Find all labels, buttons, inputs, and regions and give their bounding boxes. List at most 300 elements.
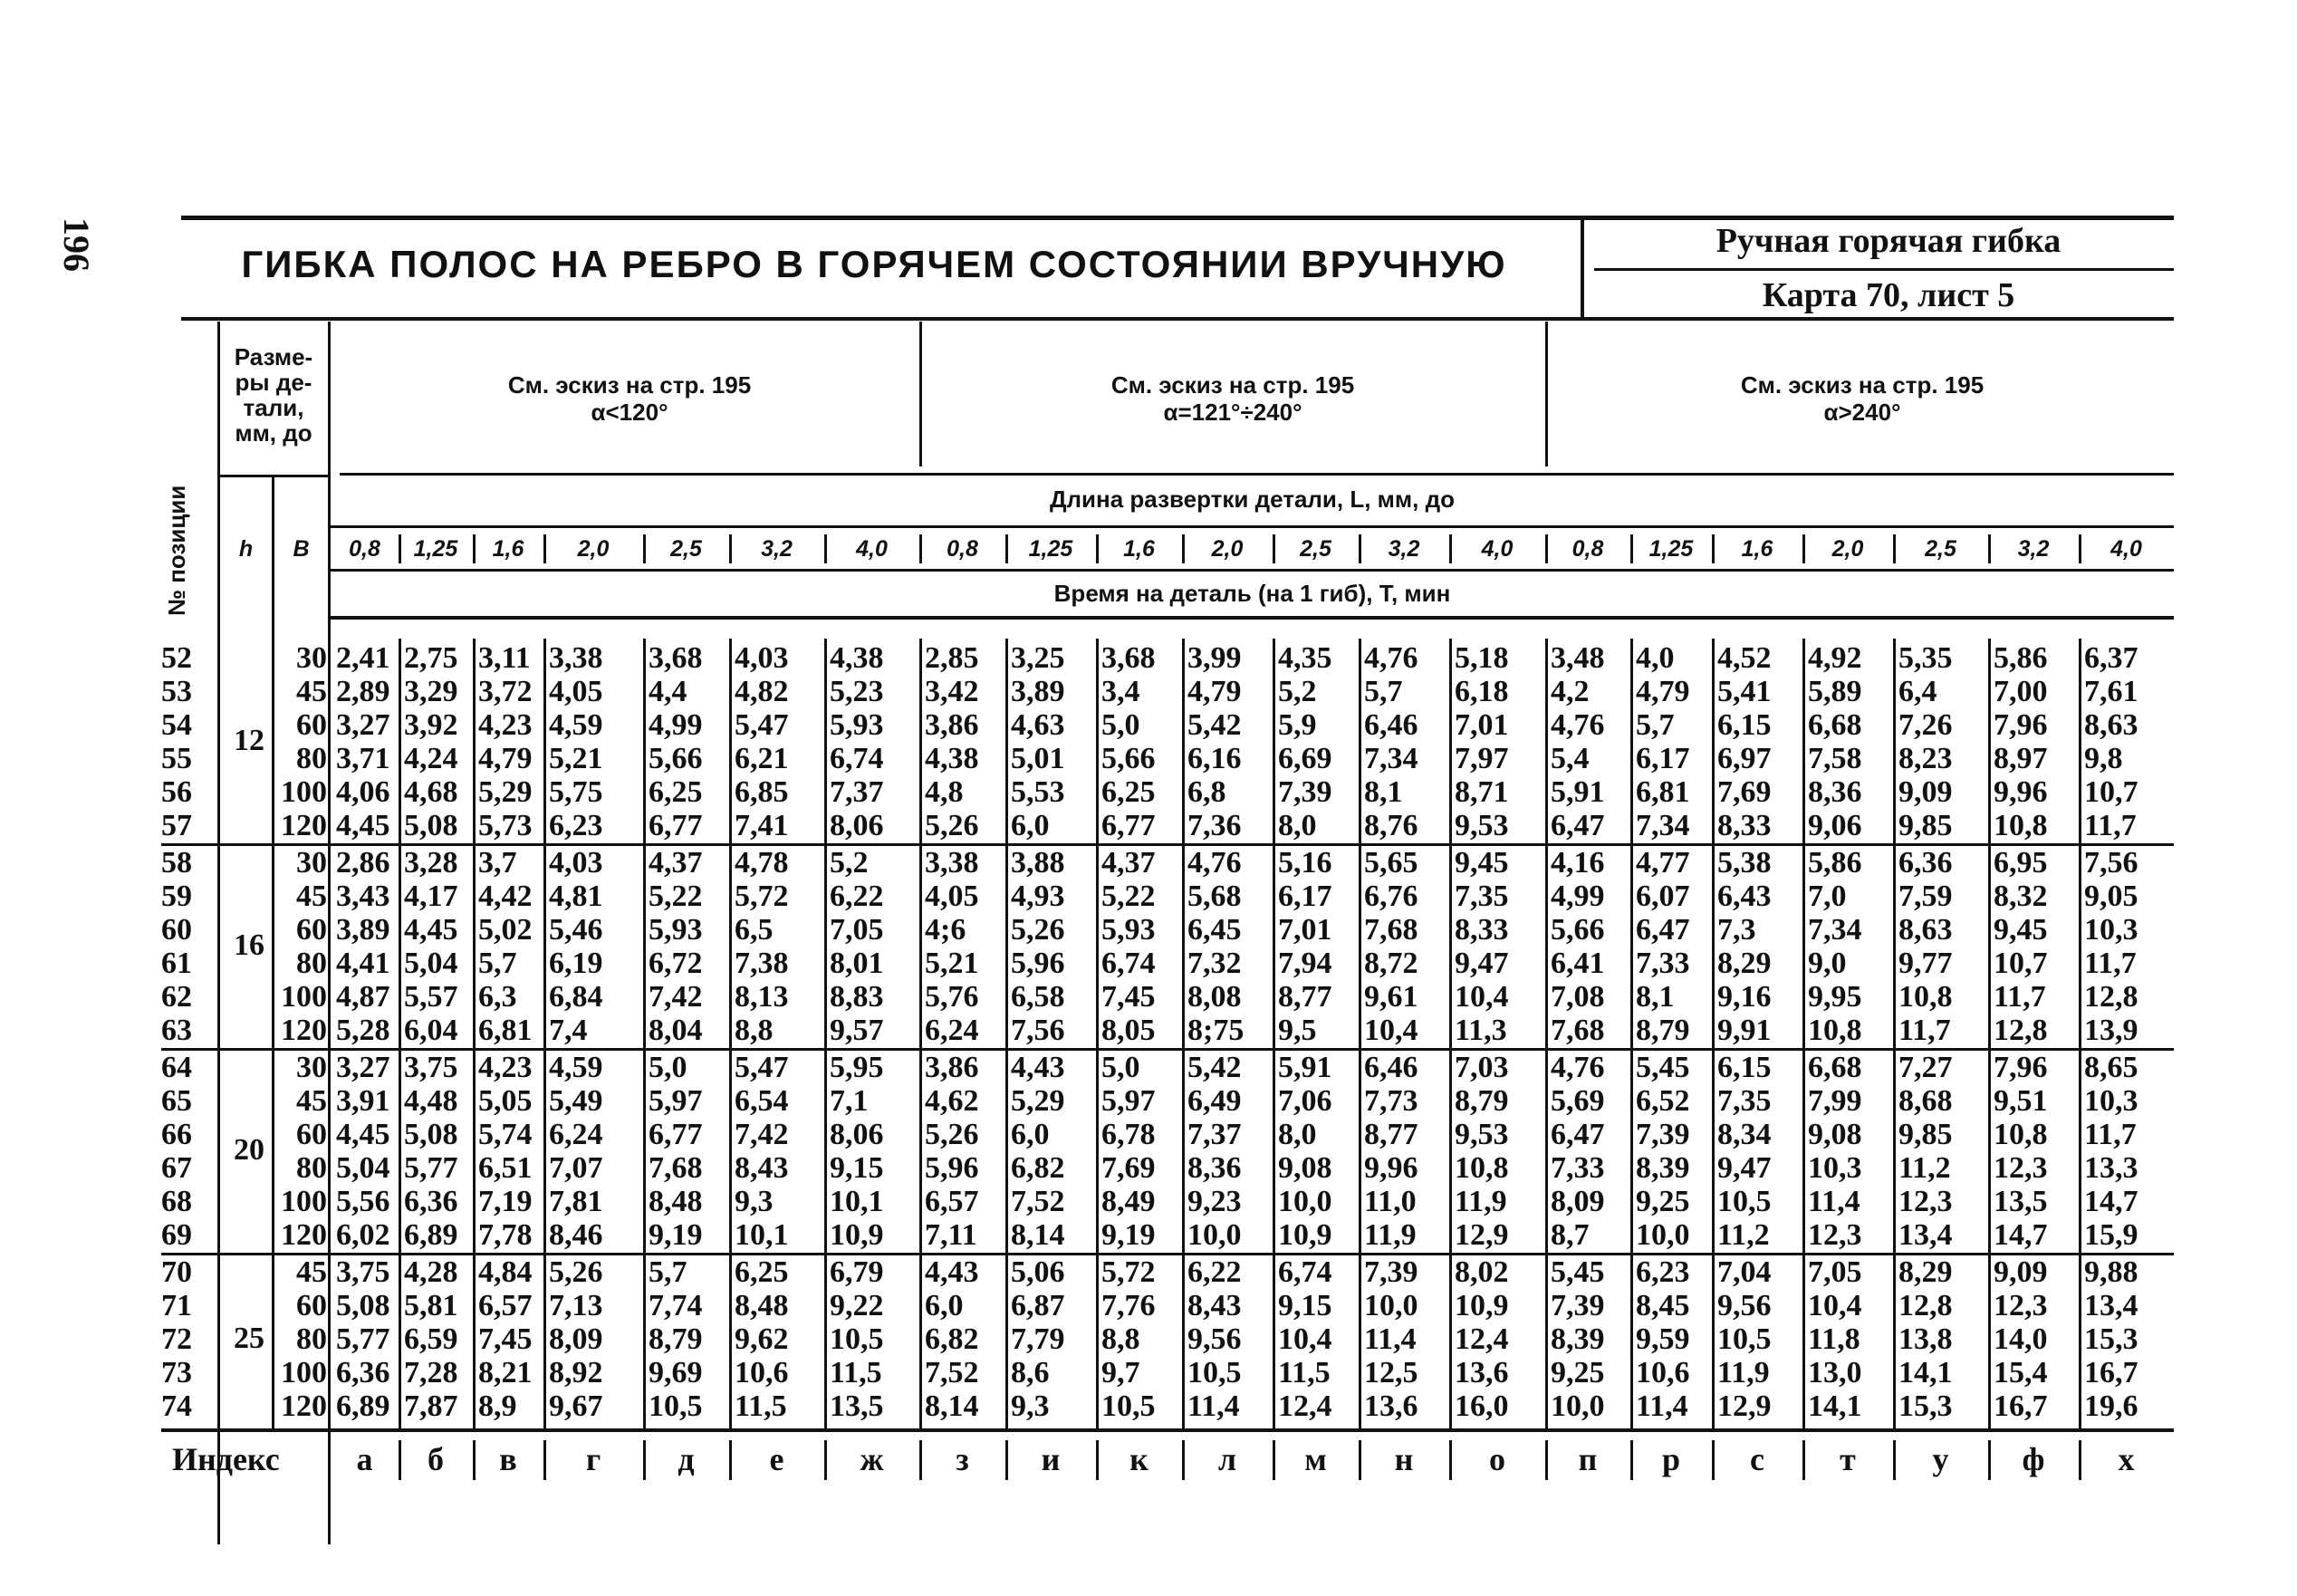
time-value: 6,46 <box>1364 708 1418 742</box>
time-value: 6,02 <box>336 1218 390 1252</box>
index-letter: е <box>769 1441 784 1477</box>
time-value: 7,27 <box>1898 1051 1953 1084</box>
time-value: 9,25 <box>1636 1185 1690 1218</box>
b-value: 60 <box>296 913 327 947</box>
group-header-line: См. эскиз на стр. 195 <box>1740 371 1985 399</box>
time-value: 6,74 <box>1278 1255 1332 1289</box>
time-value: 6,95 <box>1994 846 2048 880</box>
time-value: 7,68 <box>1364 913 1418 947</box>
time-value: 9,05 <box>2084 880 2138 913</box>
time-value: 5,35 <box>1898 641 1953 675</box>
time-value: 9,0 <box>1808 947 1847 980</box>
time-value: 9,5 <box>1278 1014 1317 1047</box>
time-value: 5,05 <box>478 1084 533 1118</box>
b-value: 100 <box>281 1185 327 1218</box>
time-value: 8,04 <box>649 1014 703 1047</box>
length-value: 0,8 <box>1571 536 1604 562</box>
time-value: 6,36 <box>404 1185 458 1218</box>
time-value: 5,26 <box>925 1118 979 1151</box>
time-value: 7,68 <box>1551 1014 1605 1047</box>
position-number: 60 <box>161 913 192 947</box>
time-value: 4,79 <box>478 742 533 775</box>
time-value: 5,26 <box>549 1255 603 1289</box>
length-value: 0,8 <box>947 536 978 562</box>
time-value: 3,75 <box>336 1255 390 1289</box>
group1-divider <box>919 322 922 466</box>
group-header-line: α=121°÷240° <box>1163 399 1302 426</box>
b-value: 120 <box>281 1218 327 1252</box>
time-value: 9,51 <box>1994 1084 2048 1118</box>
b-value: 30 <box>296 641 327 675</box>
time-value: 10,8 <box>1994 809 2048 842</box>
time-value: 6,23 <box>1636 1255 1690 1289</box>
time-value: 10,9 <box>1278 1218 1332 1252</box>
position-number: 67 <box>161 1151 192 1185</box>
time-value: 3,7 <box>478 846 517 880</box>
time-value: 7,94 <box>1278 947 1332 980</box>
index-letter: г <box>585 1441 601 1477</box>
time-value: 6,24 <box>925 1014 979 1047</box>
time-value: 3,68 <box>649 641 703 675</box>
time-value: 5,75 <box>549 775 603 809</box>
time-value: 7,32 <box>1187 947 1242 980</box>
time-value: 7,58 <box>1808 742 1862 775</box>
time-value: 8,05 <box>1101 1014 1156 1047</box>
time-value: 4,42 <box>478 880 533 913</box>
time-value: 10,0 <box>1636 1218 1690 1252</box>
time-value: 12,9 <box>1717 1389 1772 1423</box>
time-value: 6,81 <box>1636 775 1690 809</box>
time-value: 4,23 <box>478 1051 533 1084</box>
length-value: 2,5 <box>670 536 702 562</box>
time-value: 6,68 <box>1808 1051 1862 1084</box>
time-value: 10,3 <box>2084 1084 2138 1118</box>
time-value: 6,0 <box>925 1289 964 1322</box>
time-value: 11,7 <box>1898 1014 1951 1047</box>
time-value: 7,96 <box>1994 708 2048 742</box>
time-value: 8,09 <box>549 1322 603 1356</box>
index-letter: с <box>1750 1441 1764 1477</box>
time-value: 10,8 <box>1898 980 1953 1014</box>
page-number: 196 <box>56 217 97 272</box>
time-value: 8,48 <box>649 1185 703 1218</box>
time-rule <box>331 616 2174 620</box>
time-value: 9,45 <box>1994 913 2048 947</box>
time-value: 10,4 <box>1364 1014 1418 1047</box>
time-value: 3,89 <box>336 913 390 947</box>
time-value: 7,38 <box>735 947 789 980</box>
time-value: 8,9 <box>478 1389 517 1423</box>
time-value: 6,36 <box>336 1356 390 1389</box>
time-value: 3,72 <box>478 675 533 708</box>
length-value: 1,6 <box>1741 536 1773 562</box>
time-value: 6,79 <box>830 1255 884 1289</box>
b-value: 80 <box>296 947 327 980</box>
time-value: 9,8 <box>2084 742 2123 775</box>
b-value: 60 <box>296 708 327 742</box>
time-value: 7,78 <box>478 1218 533 1252</box>
time-value: 12,3 <box>1994 1151 2048 1185</box>
time-value: 5,56 <box>336 1185 390 1218</box>
time-value: 10,5 <box>830 1322 884 1356</box>
group-rule <box>340 473 2174 476</box>
time-value: 9,69 <box>649 1356 703 1389</box>
time-value: 5,89 <box>1808 675 1862 708</box>
index-letter: а <box>356 1441 373 1477</box>
position-number: 64 <box>161 1051 192 1084</box>
time-value: 19,6 <box>2084 1389 2138 1423</box>
size-header-rule <box>217 475 328 477</box>
length-value: 1,6 <box>492 536 524 562</box>
length-value: 4,0 <box>2110 536 2142 562</box>
time-value: 5,21 <box>549 742 603 775</box>
time-value: 6,25 <box>649 775 703 809</box>
time-value: 6,0 <box>1011 1118 1050 1151</box>
card-number: Карта 70, лист 5 <box>1762 276 2015 314</box>
size-header-line: ры де- <box>235 369 312 396</box>
time-value: 8,8 <box>1101 1322 1140 1356</box>
time-value: 13,6 <box>1455 1356 1509 1389</box>
index-letter: з <box>956 1441 969 1477</box>
time-value: 5,16 <box>1278 846 1332 880</box>
time-value: 7,39 <box>1636 1118 1690 1151</box>
time-value: 9,22 <box>830 1289 884 1322</box>
time-value: 9,23 <box>1187 1185 1242 1218</box>
time-header: Время на деталь (на 1 гиб), Т, мин <box>1053 580 1451 607</box>
time-value: 6,54 <box>735 1084 789 1118</box>
time-value: 6,58 <box>1011 980 1065 1014</box>
time-value: 10,5 <box>1101 1389 1156 1423</box>
time-value: 7,69 <box>1717 775 1772 809</box>
time-value: 9,61 <box>1364 980 1418 1014</box>
time-value: 6,81 <box>478 1014 533 1047</box>
time-value: 8,46 <box>549 1218 603 1252</box>
time-value: 5,96 <box>925 1151 979 1185</box>
time-value: 5,29 <box>478 775 533 809</box>
time-value: 12,8 <box>1898 1289 1953 1322</box>
time-value: 10,5 <box>1717 1185 1772 1218</box>
time-value: 10,9 <box>1455 1289 1509 1322</box>
top-rule <box>181 216 2174 220</box>
time-value: 5,77 <box>336 1322 390 1356</box>
time-value: 5,2 <box>830 846 869 880</box>
time-value: 5,28 <box>336 1014 390 1047</box>
time-value: 13,4 <box>2084 1289 2138 1322</box>
time-value: 7,4 <box>549 1014 588 1047</box>
time-value: 6,25 <box>735 1255 789 1289</box>
time-value: 5,66 <box>1101 742 1156 775</box>
group-header-line: α>240° <box>1823 399 1901 426</box>
time-value: 6,84 <box>549 980 603 1014</box>
time-value: 5,08 <box>404 1118 458 1151</box>
time-value: 7,07 <box>549 1151 603 1185</box>
time-value: 9,16 <box>1717 980 1772 1014</box>
time-value: 5,41 <box>1717 675 1772 708</box>
time-value: 8,83 <box>830 980 884 1014</box>
time-value: 6,47 <box>1551 809 1605 842</box>
time-value: 11,9 <box>1717 1356 1770 1389</box>
b-column-header: B <box>293 536 310 562</box>
index-label: Индекс <box>172 1441 280 1477</box>
time-value: 11,7 <box>1994 980 2046 1014</box>
position-number: 57 <box>161 809 192 842</box>
time-value: 9,15 <box>1278 1289 1332 1322</box>
time-value: 6,37 <box>2084 641 2138 675</box>
position-number: 71 <box>161 1289 192 1322</box>
index-letter: у <box>1932 1441 1949 1477</box>
time-value: 12,3 <box>1898 1185 1953 1218</box>
time-value: 5,7 <box>1364 675 1403 708</box>
time-value: 7,56 <box>1011 1014 1065 1047</box>
time-value: 9,95 <box>1808 980 1862 1014</box>
position-number: 65 <box>161 1084 192 1118</box>
time-value: 5,0 <box>1101 1051 1140 1084</box>
index-letter: ф <box>2022 1441 2045 1477</box>
time-value: 6,76 <box>1364 880 1418 913</box>
time-value: 11,0 <box>1364 1185 1417 1218</box>
time-value: 8,39 <box>1551 1322 1605 1356</box>
time-value: 9,57 <box>830 1014 884 1047</box>
time-value: 7,69 <box>1101 1151 1156 1185</box>
time-value: 3,86 <box>925 1051 979 1084</box>
time-value: 12,4 <box>1278 1389 1332 1423</box>
time-value: 7,08 <box>1551 980 1605 1014</box>
time-value: 9,06 <box>1808 809 1862 842</box>
time-value: 8;75 <box>1187 1014 1245 1047</box>
time-value: 5,08 <box>404 809 458 842</box>
time-value: 5,7 <box>478 947 517 980</box>
time-value: 9,19 <box>1101 1218 1156 1252</box>
operation-divider <box>1594 268 2174 271</box>
time-value: 4;6 <box>925 913 966 947</box>
time-value: 8,63 <box>1898 913 1953 947</box>
time-value: 8,49 <box>1101 1185 1156 1218</box>
time-value: 11,7 <box>2084 809 2137 842</box>
position-number: 59 <box>161 880 192 913</box>
time-value: 8,33 <box>1455 913 1509 947</box>
time-value: 7,36 <box>1187 809 1242 842</box>
index-letter: к <box>1129 1441 1148 1477</box>
time-value: 7,28 <box>404 1356 458 1389</box>
time-value: 7,45 <box>1101 980 1156 1014</box>
position-header: № позиции <box>163 485 190 616</box>
time-value: 10,4 <box>1278 1322 1332 1356</box>
time-value: 6,24 <box>549 1118 603 1151</box>
time-value: 4,82 <box>735 675 789 708</box>
time-value: 5,0 <box>649 1051 687 1084</box>
time-value: 2,89 <box>336 675 390 708</box>
time-value: 2,85 <box>925 641 979 675</box>
time-value: 3,91 <box>336 1084 390 1118</box>
time-value: 6,15 <box>1717 708 1772 742</box>
time-value: 4,23 <box>478 708 533 742</box>
index-letter: в <box>499 1441 517 1477</box>
time-value: 16,7 <box>1994 1389 2048 1423</box>
time-value: 6,3 <box>478 980 517 1014</box>
title-bottom-rule <box>181 317 2174 321</box>
length-value: 3,2 <box>1388 536 1420 562</box>
time-value: 7,26 <box>1898 708 1953 742</box>
time-value: 4,76 <box>1187 846 1242 880</box>
time-value: 8,13 <box>735 980 789 1014</box>
time-value: 6,78 <box>1101 1118 1156 1151</box>
time-value: 11,4 <box>1636 1389 1688 1423</box>
time-value: 6,22 <box>830 880 884 913</box>
time-value: 6,36 <box>1898 846 1953 880</box>
position-number: 54 <box>161 708 192 742</box>
time-value: 15,3 <box>1898 1389 1953 1423</box>
time-value: 5,9 <box>1278 708 1317 742</box>
time-value: 7,97 <box>1455 742 1509 775</box>
time-value: 5,42 <box>1187 708 1242 742</box>
time-value: 11,2 <box>1898 1151 1951 1185</box>
time-value: 3,89 <box>1011 675 1065 708</box>
position-number: 68 <box>161 1185 192 1218</box>
time-value: 7,74 <box>649 1289 703 1322</box>
time-value: 5,93 <box>649 913 703 947</box>
index-letter: р <box>1661 1441 1681 1477</box>
time-value: 9,7 <box>1101 1356 1140 1389</box>
time-value: 7,11 <box>925 1218 977 1252</box>
time-value: 4,63 <box>1011 708 1065 742</box>
time-value: 4,03 <box>549 846 603 880</box>
length-value: 3,2 <box>2017 536 2050 562</box>
time-value: 6,43 <box>1717 880 1772 913</box>
time-value: 8,1 <box>1364 775 1403 809</box>
time-value: 12,4 <box>1455 1322 1509 1356</box>
time-value: 15,9 <box>2084 1218 2138 1252</box>
time-value: 10,9 <box>830 1218 884 1252</box>
time-value: 13,4 <box>1898 1218 1953 1252</box>
time-value: 6,97 <box>1717 742 1772 775</box>
time-value: 5,93 <box>830 708 884 742</box>
time-value: 8,77 <box>1364 1118 1418 1151</box>
time-value: 8,34 <box>1717 1118 1772 1151</box>
time-value: 12,3 <box>1994 1289 2048 1322</box>
time-value: 11,2 <box>1717 1218 1770 1252</box>
time-value: 7,05 <box>1808 1255 1862 1289</box>
time-value: 10,5 <box>1717 1322 1772 1356</box>
time-value: 7,73 <box>1364 1084 1418 1118</box>
time-value: 6,04 <box>404 1014 458 1047</box>
time-value: 11,7 <box>2084 947 2137 980</box>
time-value: 7,35 <box>1455 880 1509 913</box>
index-letter: м <box>1304 1441 1327 1477</box>
time-value: 5,42 <box>1187 1051 1242 1084</box>
time-value: 3,99 <box>1187 641 1242 675</box>
time-value: 6,82 <box>1011 1151 1065 1185</box>
size-header-line: Разме- <box>234 343 313 370</box>
position-number: 62 <box>161 980 192 1014</box>
time-value: 7,34 <box>1808 913 1862 947</box>
time-value: 9,45 <box>1455 846 1509 880</box>
group2-divider <box>1545 322 1548 466</box>
time-value: 7,33 <box>1551 1151 1605 1185</box>
time-value: 5,02 <box>478 913 533 947</box>
time-value: 7,45 <box>478 1322 533 1356</box>
time-value: 7,37 <box>1187 1118 1242 1151</box>
time-value: 4,16 <box>1551 846 1605 880</box>
length-value: 1,6 <box>1123 536 1155 562</box>
time-value: 8,79 <box>1455 1084 1509 1118</box>
b-value: 30 <box>296 846 327 880</box>
time-value: 12,9 <box>1455 1218 1509 1252</box>
time-value: 14,7 <box>2084 1185 2138 1218</box>
position-number: 56 <box>161 775 192 809</box>
lengths-rule <box>331 569 2174 572</box>
time-value: 6,89 <box>404 1218 458 1252</box>
time-value: 6,17 <box>1278 880 1332 913</box>
time-value: 7,96 <box>1994 1051 2048 1084</box>
time-value: 4,92 <box>1808 641 1862 675</box>
time-value: 5,26 <box>1011 913 1065 947</box>
time-value: 4,93 <box>1011 880 1065 913</box>
index-letter: о <box>1489 1441 1505 1477</box>
time-value: 9,59 <box>1636 1322 1690 1356</box>
time-value: 5,53 <box>1011 775 1065 809</box>
time-value: 5,23 <box>830 675 884 708</box>
position-number: 69 <box>161 1218 192 1252</box>
time-value: 11,5 <box>735 1389 787 1423</box>
time-value: 9,47 <box>1455 947 1509 980</box>
time-value: 8,02 <box>1455 1255 1509 1289</box>
time-value: 5,97 <box>649 1084 703 1118</box>
time-value: 5,91 <box>1278 1051 1332 1084</box>
time-value: 4,2 <box>1551 675 1590 708</box>
time-value: 14,7 <box>1994 1218 2048 1252</box>
time-value: 5,72 <box>1101 1255 1156 1289</box>
time-value: 16,7 <box>2084 1356 2138 1389</box>
time-value: 4,43 <box>925 1255 979 1289</box>
time-value: 5,04 <box>404 947 458 980</box>
length-value: 0,8 <box>349 536 380 562</box>
length-value: 2,0 <box>1211 536 1244 562</box>
time-value: 8,77 <box>1278 980 1332 1014</box>
time-value: 7,39 <box>1551 1289 1605 1322</box>
time-value: 8,23 <box>1898 742 1953 775</box>
time-value: 10,8 <box>1455 1151 1509 1185</box>
length-value: 1,25 <box>1648 536 1694 562</box>
time-value: 11,5 <box>830 1356 882 1389</box>
time-value: 8,43 <box>1187 1289 1242 1322</box>
b-value: 80 <box>296 1322 327 1356</box>
position-number: 52 <box>161 641 192 675</box>
time-value: 5,95 <box>830 1051 884 1084</box>
time-value: 5,2 <box>1278 675 1317 708</box>
time-value: 5,57 <box>404 980 458 1014</box>
time-value: 9,96 <box>1364 1151 1418 1185</box>
time-value: 5,22 <box>649 880 703 913</box>
time-value: 7,1 <box>830 1084 869 1118</box>
h-value: 25 <box>234 1321 264 1355</box>
time-value: 9,09 <box>1994 1255 2048 1289</box>
time-value: 4,87 <box>336 980 390 1014</box>
time-value: 3,71 <box>336 742 390 775</box>
time-value: 3,68 <box>1101 641 1156 675</box>
b-value: 60 <box>296 1118 327 1151</box>
time-value: 9,88 <box>2084 1255 2138 1289</box>
time-value: 7,37 <box>830 775 884 809</box>
time-value: 3,48 <box>1551 641 1605 675</box>
time-value: 4,05 <box>549 675 603 708</box>
position-number: 66 <box>161 1118 192 1151</box>
time-value: 5,76 <box>925 980 979 1014</box>
time-value: 10,7 <box>1994 947 2048 980</box>
time-value: 8,39 <box>1636 1151 1690 1185</box>
time-value: 4,68 <box>404 775 458 809</box>
time-value: 7,13 <box>549 1289 603 1322</box>
time-value: 8,0 <box>1278 1118 1317 1151</box>
